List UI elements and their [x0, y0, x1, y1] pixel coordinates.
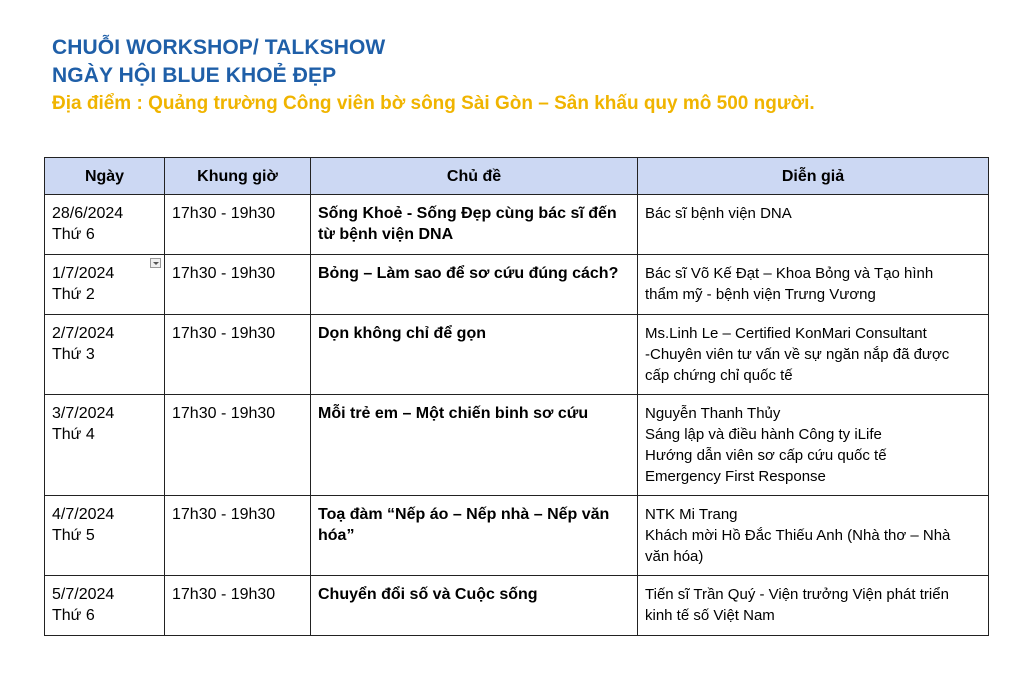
- topic-line: Chuyển đổi số và Cuộc sống: [318, 586, 538, 603]
- date-cell: [45, 576, 165, 636]
- topic-cell: [311, 195, 638, 255]
- time-cell: 17h30 - 19h30: [165, 315, 311, 395]
- topic-line: Bỏng – Làm sao để sơ cứu đúng cách?: [318, 265, 619, 282]
- title-line-2: NGÀY HỘI BLUE KHOẺ ĐẸP: [52, 64, 337, 87]
- speaker-line: Nguyễn Thanh Thủy: [645, 405, 781, 422]
- time-cell: 17h30 - 19h30: [165, 195, 311, 255]
- column-header-date: Ngày: [45, 158, 165, 195]
- speaker-line: Ms.Linh Le – Certified KonMari Consultant: [645, 325, 927, 342]
- topic-line: hóa”: [318, 527, 355, 544]
- time-cell: 17h30 - 19h30: [165, 255, 311, 315]
- speaker-line: -Chuyên viên tư vấn về sự ngăn nắp đã được: [645, 346, 950, 363]
- date-value: 4/7/2024: [52, 506, 115, 523]
- topic-cell: [311, 255, 638, 315]
- date-cell: [45, 255, 165, 315]
- topic-line: từ bệnh viện DNA: [318, 226, 454, 243]
- time-cell: 17h30 - 19h30: [165, 395, 311, 496]
- speaker-line: Bác sĩ Võ Kế Đạt – Khoa Bỏng và Tạo hình: [645, 265, 934, 282]
- venue-line: Địa điểm : Quảng trường Công viên bờ sông Sài Gòn – Sân khấu quy mô 500 người.: [52, 93, 815, 114]
- speaker-line: văn hóa): [645, 548, 704, 565]
- weekday-value: Thứ 4: [52, 426, 95, 443]
- speaker-line: kinh tế số Việt Nam: [645, 607, 775, 624]
- topic-line: Dọn không chỉ để gọn: [318, 325, 486, 342]
- table-row: [45, 255, 989, 315]
- topic-cell: [311, 395, 638, 496]
- topic-line: Sống Khoẻ - Sống Đẹp cùng bác sĩ đến: [318, 205, 617, 222]
- table-row: [45, 496, 989, 576]
- table-row: [45, 395, 989, 496]
- speaker-line: Khách mời Hồ Đắc Thiếu Anh (Nhà thơ – Nhà: [645, 527, 951, 544]
- table-row: [45, 195, 989, 255]
- table-row: [45, 576, 989, 636]
- speaker-line: Sáng lập và điều hành Công ty iLife: [645, 426, 882, 443]
- speaker-line: cấp chứng chỉ quốc tế: [645, 367, 793, 384]
- date-cell: [45, 315, 165, 395]
- topic-cell: [311, 576, 638, 636]
- speaker-line: Hướng dẫn viên sơ cấp cứu quốc tế: [645, 447, 887, 464]
- weekday-value: Thứ 6: [52, 607, 95, 624]
- speaker-line: Bác sĩ bệnh viện DNA: [645, 205, 792, 222]
- date-cell: [45, 395, 165, 496]
- speaker-cell: [638, 195, 989, 255]
- weekday-value: Thứ 5: [52, 527, 95, 544]
- table-header-row: [45, 158, 989, 195]
- topic-line: Toạ đàm “Nếp áo – Nếp nhà – Nếp văn: [318, 506, 610, 523]
- schedule-table: [44, 157, 989, 636]
- speaker-line: Tiến sĩ Trần Quý - Viện trưởng Viện phát triển: [645, 586, 949, 603]
- speaker-cell: [638, 496, 989, 576]
- date-value: 3/7/2024: [52, 405, 115, 422]
- speaker-line: Emergency First Response: [645, 468, 826, 485]
- speaker-cell: [638, 255, 989, 315]
- topic-line: Mỗi trẻ em – Một chiến binh sơ cứu: [318, 405, 589, 422]
- date-value: 28/6/2024: [52, 205, 124, 222]
- chevron-down-icon[interactable]: [150, 258, 161, 268]
- speaker-cell: [638, 395, 989, 496]
- column-header-topic: Chủ đề: [311, 158, 638, 195]
- date-value: 5/7/2024: [52, 586, 115, 603]
- topic-cell: [311, 315, 638, 395]
- column-header-speaker: Diễn giả: [638, 158, 989, 195]
- time-cell: 17h30 - 19h30: [165, 496, 311, 576]
- speaker-cell: [638, 576, 989, 636]
- weekday-value: Thứ 6: [52, 226, 95, 243]
- weekday-value: Thứ 3: [52, 346, 95, 363]
- time-cell: 17h30 - 19h30: [165, 576, 311, 636]
- document-header: [52, 34, 815, 118]
- speaker-line: NTK Mi Trang: [645, 506, 738, 523]
- table-row: [45, 315, 989, 395]
- topic-cell: [311, 496, 638, 576]
- speaker-line: thẩm mỹ - bệnh viện Trưng Vương: [645, 286, 876, 303]
- column-header-time: Khung giờ: [165, 158, 311, 195]
- speaker-cell: [638, 315, 989, 395]
- title-line-1: CHUỖI WORKSHOP/ TALKSHOW: [52, 36, 386, 59]
- date-value: 2/7/2024: [52, 325, 115, 342]
- date-value: 1/7/2024: [52, 265, 115, 282]
- date-cell: [45, 195, 165, 255]
- weekday-value: Thứ 2: [52, 286, 95, 303]
- date-cell: [45, 496, 165, 576]
